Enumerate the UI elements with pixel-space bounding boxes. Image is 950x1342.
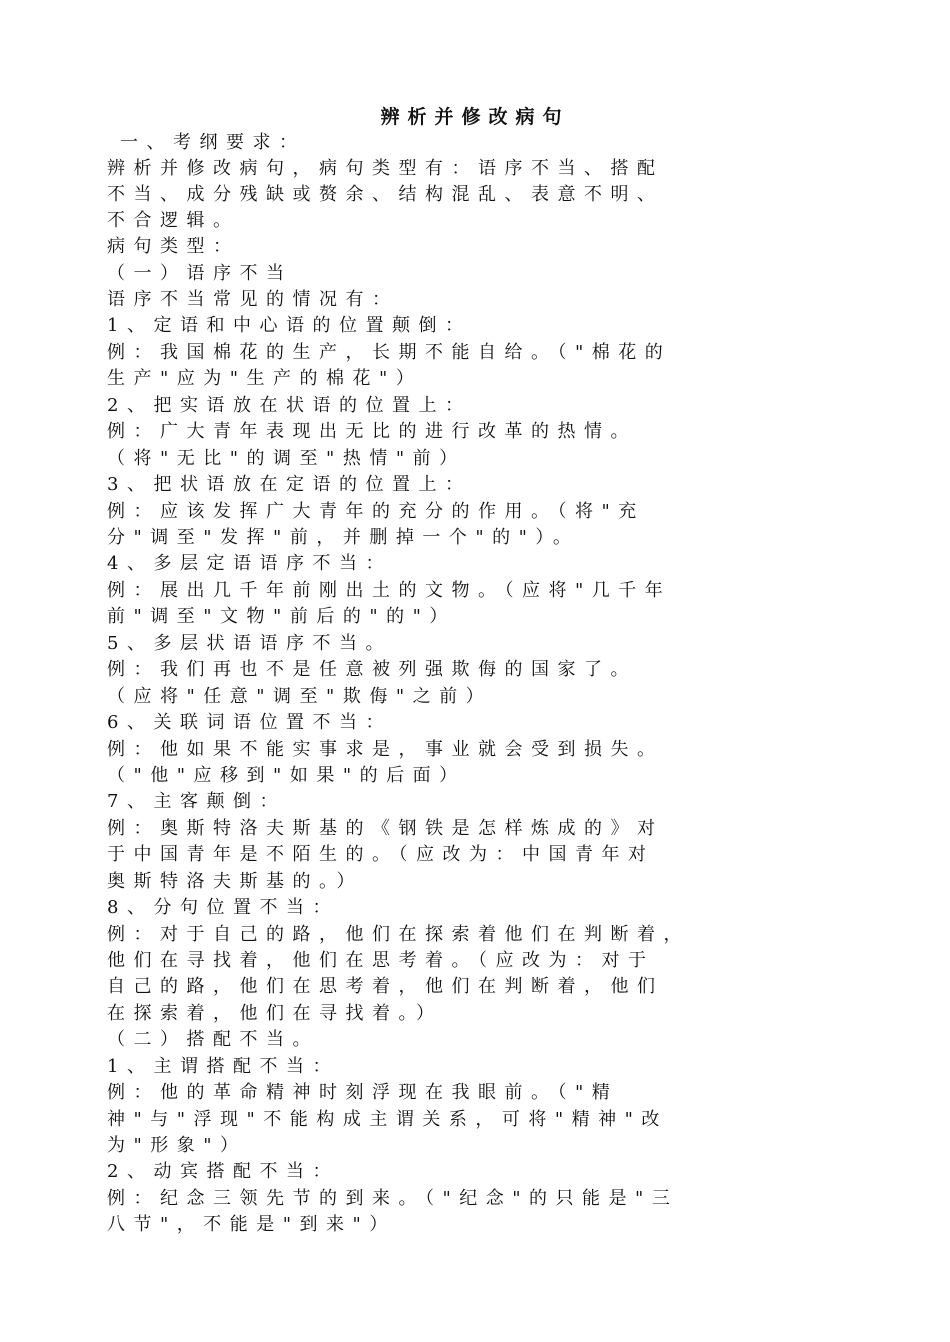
example-line: 他们在寻找着，他们在思考着。（应改为：对于 [107,950,655,971]
example-line: 分"调至"发挥"前，并删掉一个"的"）。 [107,527,580,548]
example-line: 在探索着，他们在寻找着。） [107,1003,443,1024]
example-line: 奥斯特洛夫斯基的。） [107,871,363,892]
example-line: （"他"应移到"如果"的后面） [107,765,466,786]
example-line: 例：我们再也不是任意被列强欺侮的国家了。 [107,659,637,680]
item-heading: 3、把状语放在定语的位置上： [107,474,472,495]
section-heading-word-order: （一）语序不当 [107,263,293,284]
example-line: 例：我国棉花的生产，长期不能自给。（"棉花的 [107,342,672,363]
example-line: 八节"，不能是"到来"） [107,1214,396,1235]
example-line: 例：对于自己的路，他们在探索着他们在判断着， [107,924,690,945]
example-line: （将"无比"的调至"热情"前） [107,448,466,469]
heading-exam-outline: 一、考纲要求： [120,132,306,153]
paragraph-line: 语序不当常见的情况有： [107,289,399,310]
example-line: 例：展出几千年前刚出土的文物。（应将"几千年 [107,580,672,601]
example-line: （应将"任意"调至"欺侮"之前） [107,686,493,707]
example-line: 例：他如果不能实事求是，事业就会受到损失。 [107,739,664,760]
example-line: 于中国青年是不陌生的。（应改为：中国青年对 [107,844,655,865]
paragraph-line: 辨析并修改病句，病句类型有：语序不当、搭配 [107,158,664,179]
example-line: 神"与"浮现"不能构成主谓关系，可将"精神"改 [107,1109,668,1130]
heading-sentence-types: 病句类型： [107,236,240,257]
example-line: 例：奥斯特洛夫斯基的《钢铁是怎样炼成的》对 [107,818,664,839]
document-title: 辨析并修改病句 [380,106,570,128]
example-line: 为"形象"） [107,1135,247,1156]
example-line: 例：他的革命精神时刻浮现在我眼前。（"精 [107,1082,619,1103]
item-heading: 1、主谓搭配不当： [107,1056,339,1077]
example-line: 生产"应为"生产的棉花"） [107,368,423,389]
item-heading: 8、分句位置不当： [107,897,339,918]
example-line: 例：广大青年表现出无比的进行改革的热情。 [107,421,637,442]
example-line: 例：应该发挥广大青年的充分的作用。（将"充 [107,501,645,522]
item-heading: 4、多层定语语序不当： [107,553,392,574]
section-heading-collocation: （二）搭配不当。 [107,1029,319,1050]
item-heading: 2、动宾搭配不当： [107,1161,339,1182]
item-heading: 6、关联词语位置不当： [107,712,392,733]
example-line: 前"调至"文物"前后的"的"） [107,606,456,627]
paragraph-line: 不当、成分残缺或赘余、结构混乱、表意不明、 [107,184,664,205]
item-heading: 7、主客颠倒： [107,791,286,812]
item-heading: 2、把实语放在状语的位置上： [107,395,472,416]
item-heading: 1、定语和中心语的位置颠倒： [107,315,472,336]
example-line: 例：纪念三领先节的到来。（"纪念"的只能是"三 [107,1188,679,1209]
example-line: 自己的路，他们在思考着，他们在判断着，他们 [107,976,664,997]
item-heading: 5、多层状语语序不当。 [107,633,392,654]
paragraph-line: 不合逻辑。 [107,210,240,231]
